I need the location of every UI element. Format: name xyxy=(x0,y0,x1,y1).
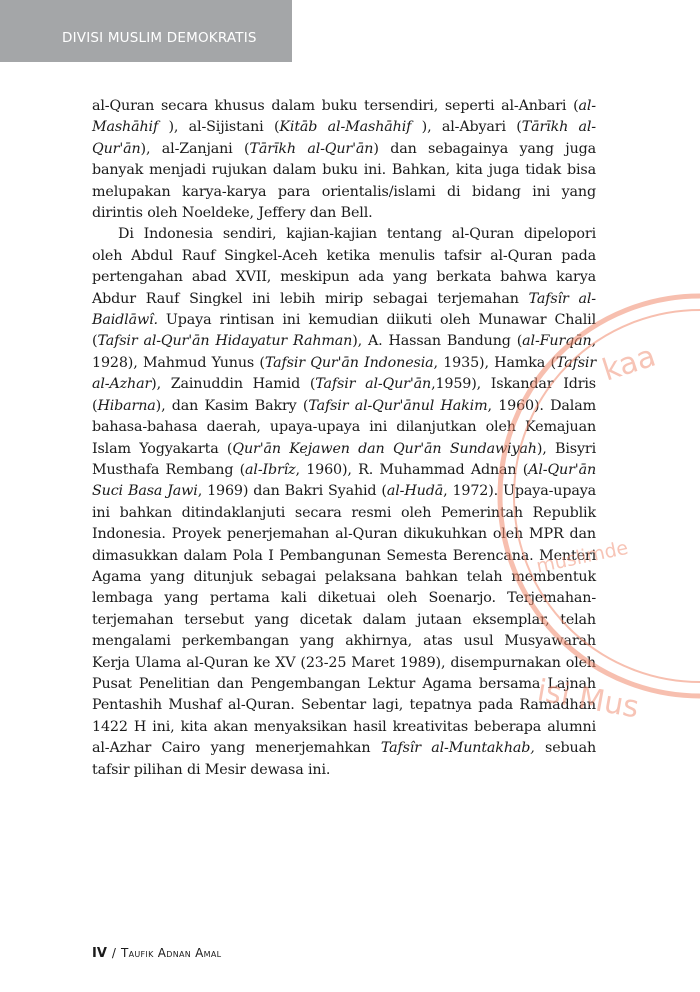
watermark-text-middle: muslimde xyxy=(534,536,631,578)
watermark-text-top: kaa xyxy=(598,338,660,389)
running-header: DIVISI MUSLIM DEMOKRATIS xyxy=(62,30,257,46)
page-footer xyxy=(92,946,221,961)
paragraph-1: al-Quran secara khusus dalam buku tersendiri, seperti al-Anbari (al-Mashāhif ), al-Sijistani (Kitāb al-Mashāhif ), al-Abyari (Tārīkh al-Qur'ān), al-Zanjani (Tārīkh al-Qur'ān) dan sebagainya yang juga banyak menjadi rujukan dalam buku ini. Bahkan, kita juga tidak bisa melupakan karya-karya para orientalis/islami di bidang ini yang dirintis oleh Noeldeke, Jeffery dan Bell. xyxy=(92,98,597,222)
footer-author: Taufik Adnan Amal xyxy=(120,946,222,960)
footer-separator: / xyxy=(111,946,116,960)
header-band xyxy=(0,0,292,62)
page-number: IV xyxy=(92,946,107,961)
paragraph-2: Di Indonesia sendiri, kajian-kajian tentang al-Quran dipelopori oleh Abdul Rauf Singkel-Aceh ketika menulis tafsir al-Quran pada pertengahan abad XVII, meskipun ada yang berkata bahwa karya Abdur Rauf Singkel ini lebih mirip sebagai terjemahan Tafsîr al-Baidlāwî. Upaya rintisan ini kemudian diikuti oleh Munawar Chalil (Tafsir al-Qur'ān Hidayatur Rahman), A. Hassan Bandung (al-Furqān, 1928), Mahmud Yunus (Tafsir Qur'ān Indonesia, 1935), Hamka (Tafsir al-Azhar), Zainuddin Hamid (Tafsir al-Qur'ān,1959), Iskandar Idris (Hibarna), dan Kasim Bakry (Tafsir al-Qur'ānul Hakim, 1960). Dalam bahasa-bahasa daerah, upaya-upaya ini dilanjutkan oleh Kemajuan Islam Yogyakarta (Qur'ān Kejawen dan Qur'ān Sundawiyah), Bisyri Musthafa Rembang (al-Ibrîz, 1960), R. Muhammad Adnan (Al-Qur'ān Suci Basa Jawi, 1969) dan Bakri Syahid (al-Hudā, 1972). Upaya-upaya ini bahkan ditindaklanjuti secara resmi oleh Pemerintah Republik Indonesia. Proyek penerjemahan al-Quran dikukuhkan oleh MPR dan dimasukkan dalam Pola I Pembangunan Semesta Berencana. Menteri Agama yang ditunjuk sebagai pelaksana bahkan telah membentuk lembaga yang pertama kali diketuai oleh Soenarjo. Terjemahan-terjemahan tersebut yang dicetak dalam jutaan eksemplar, telah mengalami perkembangan yang akhirnya, atas usul Musyawarah Kerja Ulama al-Quran ke XV (23-25 Maret 1989), disempurnakan oleh Pusat Penelitian dan Pengembangan Lektur Agama bersama Lajnah Pentashih Mushaf al-Quran. Sebentar lagi, tepatnya pada Ramadhan 1422 H ini, kita akan menyaksikan hasil kreativitas beberapa alumni al-Azhar Cairo yang menerjemahkan Tafsîr al-Muntakhab, sebuah tafsir pilihan di Mesir dewasa ini. xyxy=(92,226,597,778)
body-text xyxy=(92,96,596,781)
watermark-text-bottom: isi Mus xyxy=(534,673,642,726)
